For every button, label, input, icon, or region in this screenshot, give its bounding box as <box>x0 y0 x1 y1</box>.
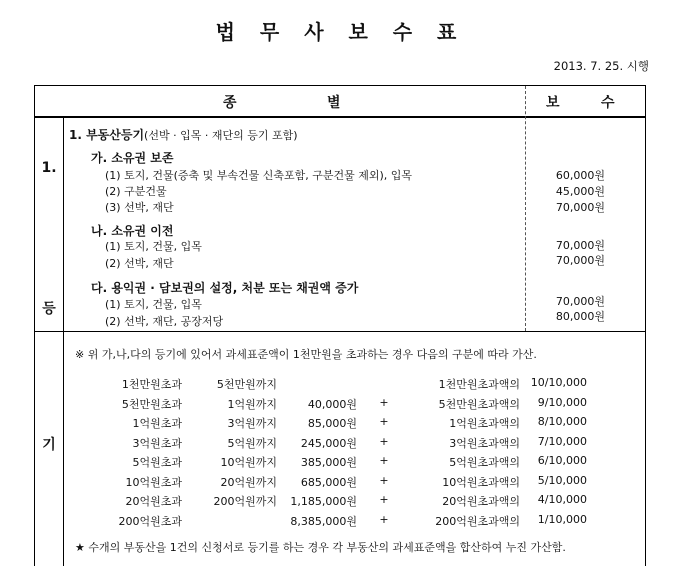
aggregation-note: ★ 수개의 부동산을 1건의 신청서로 등기를 하는 경우 각 부동산의 과세표준액을 합산하여 누진 가산함. <box>75 541 566 554</box>
side-column-divider <box>63 116 64 566</box>
section-title <box>69 126 298 143</box>
fee-item-label: (1) 토지, 건물(증축 및 부속건물 신축포함, 구분건물 제외), 입목 <box>105 169 413 182</box>
side-label-gi: 기 <box>42 437 56 453</box>
surcharge-to: 3억원까지 <box>227 417 277 430</box>
surcharge-rate: 4/10,000 <box>537 493 587 506</box>
surcharge-base: 685,000원 <box>300 475 357 489</box>
fee-item-amount: 70,000원 <box>555 254 605 267</box>
side-label-deung: 등 <box>42 301 56 317</box>
surcharge-rate: 6/10,000 <box>537 454 587 467</box>
surcharge-to: 1억원까지 <box>227 397 277 411</box>
surcharge-from: 20억원초과 <box>125 495 182 508</box>
surcharge-over: 1억원초과액의 <box>449 417 520 430</box>
surcharge-to: 5억원까지 <box>227 436 277 450</box>
group-title: 다. 용익권 · 담보권의 설정, 처분 또는 채권액 증가 <box>91 281 359 295</box>
surcharge-rate: 9/10,000 <box>537 395 587 409</box>
fee-item-label: (2) 선박, 재단, 공장저당 <box>105 315 224 328</box>
fee-item-amount: 45,000원 <box>555 185 605 198</box>
surcharge-base: 245,000원 <box>300 436 357 450</box>
surcharge-from: 1천만원초과 <box>121 378 182 391</box>
fee-item-label: (1) 토지, 건물, 입목 <box>105 240 202 253</box>
surcharge-plus: + <box>379 454 389 467</box>
surcharge-base: 85,000원 <box>307 417 357 430</box>
header-fee-1: 보 <box>546 95 560 111</box>
fee-item-label: (1) 토지, 건물, 입목 <box>105 298 202 311</box>
surcharge-plus: + <box>379 395 389 409</box>
surcharge-to: 200억원까지 <box>213 495 277 508</box>
surcharge-rate: 5/10,000 <box>537 473 587 487</box>
surcharge-over: 5천만원초과액의 <box>438 397 520 411</box>
header-fee-2: 수 <box>601 95 615 111</box>
surcharge-plus: + <box>379 512 389 526</box>
fee-item-amount: 60,000원 <box>555 169 605 182</box>
surcharge-plus: + <box>379 434 389 448</box>
surcharge-from: 5천만원초과 <box>121 397 182 411</box>
surcharge-over: 5억원초과액의 <box>449 456 520 469</box>
effective-date: 2013. 7. 25. 시행 <box>553 59 649 73</box>
surcharge-from: 5억원초과 <box>132 456 182 469</box>
surcharge-to: 20억원까지 <box>220 475 277 489</box>
surcharge-base: 1,185,000원 <box>290 495 357 508</box>
fee-item-amount: 70,000원 <box>555 201 605 214</box>
surcharge-base: 385,000원 <box>300 456 357 469</box>
surcharge-rate: 7/10,000 <box>537 434 587 448</box>
fee-item-amount: 70,000원 <box>555 295 605 308</box>
surcharge-from: 3억원초과 <box>132 436 182 450</box>
group-title: 가. 소유권 보존 <box>91 151 174 165</box>
header-category-2: 별 <box>327 95 341 111</box>
side-label-number: 1. <box>41 160 57 176</box>
fee-item-amount: 70,000원 <box>555 239 605 252</box>
surcharge-over: 1천만원초과액의 <box>438 378 520 391</box>
section-note: (선박 · 입목 · 재단의 등기 포함) <box>144 129 298 142</box>
surcharge-rate: 10/10,000 <box>530 376 587 389</box>
surcharge-base: 8,385,000원 <box>290 514 357 528</box>
surcharge-plus: + <box>379 473 389 487</box>
surcharge-from: 200억원초과 <box>118 514 182 528</box>
surcharge-over: 200억원초과액의 <box>435 514 520 528</box>
fee-item-label: (3) 선박, 재단 <box>105 201 174 214</box>
surcharge-base: 40,000원 <box>307 397 357 411</box>
surcharge-over: 3억원초과액의 <box>449 436 520 450</box>
fee-column-divider <box>525 86 526 331</box>
section-title-text: 1. 부동산등기 <box>69 128 145 142</box>
surcharge-note: ※ 위 가,나,다의 등기에 있어서 과세표준액이 1천만원을 초과하는 경우 다음의 구분에 따라 가산. <box>75 348 537 361</box>
header-divider <box>35 116 645 118</box>
surcharge-to: 10억원까지 <box>220 456 277 469</box>
group-title: 나. 소유권 이전 <box>91 224 174 238</box>
header-category-1: 종 <box>223 95 237 111</box>
surcharge-over: 10억원초과액의 <box>442 475 520 489</box>
fee-item-label: (2) 선박, 재단 <box>105 257 174 270</box>
surcharge-plus: + <box>379 415 389 428</box>
surcharge-plus: + <box>379 493 389 506</box>
page-title: 법 무 사 보 수 표 <box>215 20 466 44</box>
surcharge-rate: 1/10,000 <box>537 512 587 526</box>
surcharge-from: 1억원초과 <box>132 417 182 430</box>
surcharge-from: 10억원초과 <box>125 475 182 489</box>
surcharge-over: 20억원초과액의 <box>442 495 520 508</box>
surcharge-rate: 8/10,000 <box>537 415 587 428</box>
section-divider <box>35 331 645 332</box>
fee-item-label: (2) 구분건물 <box>105 185 167 198</box>
fee-table <box>34 85 646 566</box>
fee-item-amount: 80,000원 <box>555 310 605 323</box>
surcharge-to: 5천만원까지 <box>216 378 277 391</box>
